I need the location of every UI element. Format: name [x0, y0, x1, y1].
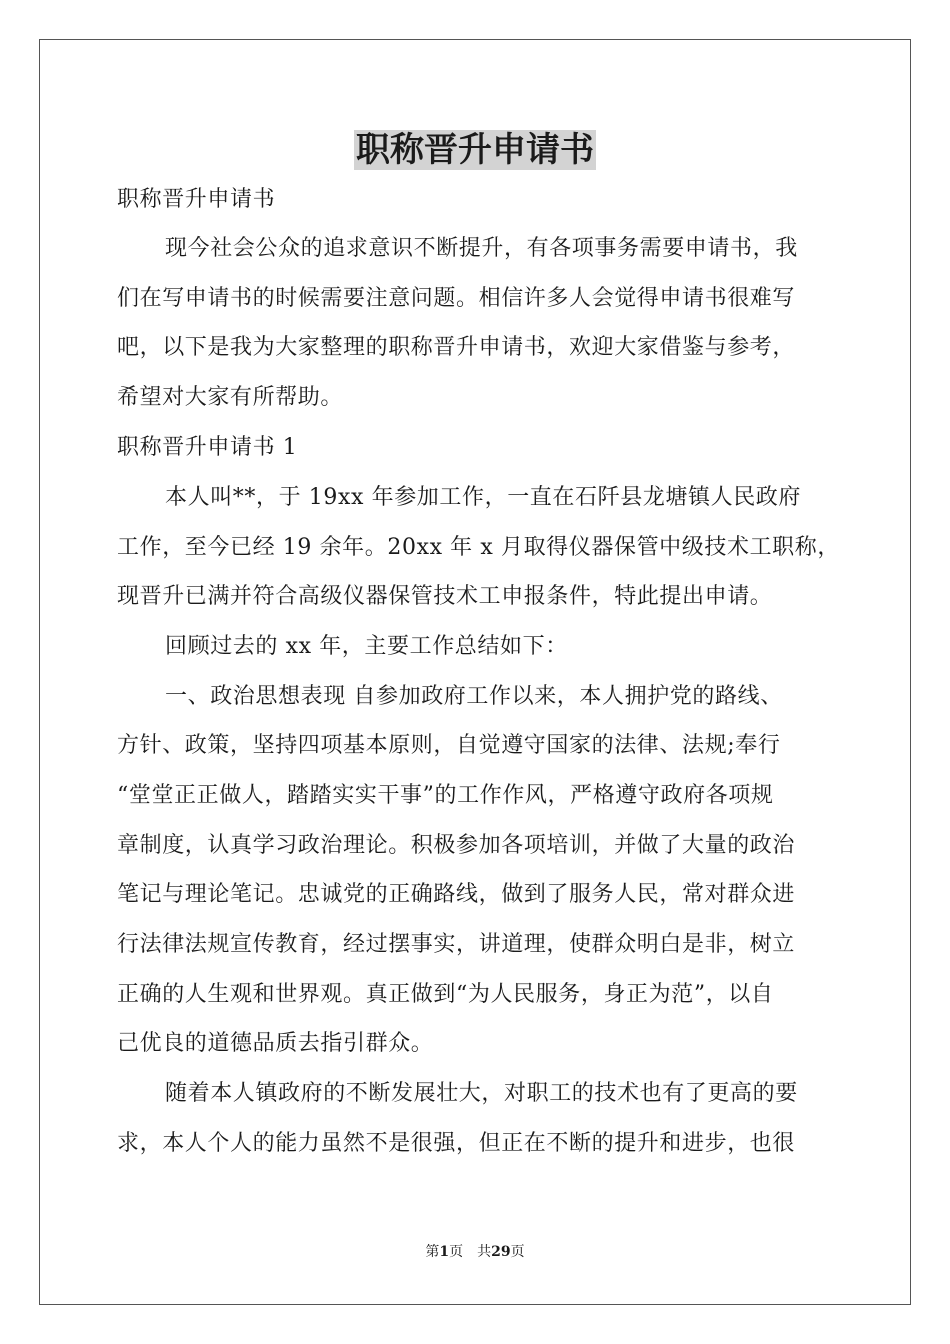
paragraph-line: 行法律法规宣传教育，经过摆事实，讲道理，使群众明白是非，树立	[117, 932, 796, 957]
paragraph-line: 正确的人生观和世界观。真正做到“为人民服务，身正为范”，以自	[117, 982, 774, 1007]
page-border	[39, 39, 911, 1305]
paragraph-line: 工作，至今已经 19 余年。20xx 年 x 月取得仪器保管中级技术工职称，	[117, 535, 840, 560]
page-footer	[0, 1243, 950, 1261]
paragraph-line: 回顾过去的 xx 年，主要工作总结如下：	[165, 634, 568, 659]
paragraph-line: 本人叫**，于 19xx 年参加工作，一直在石阡县龙塘镇人民政府	[165, 485, 801, 510]
paragraph-line: 章制度，认真学习政治理论。积极参加各项培训，并做了大量的政治	[117, 833, 796, 858]
document-subtitle: 职称晋升申请书	[117, 187, 276, 212]
section-heading: 职称晋升申请书 1	[117, 435, 298, 460]
paragraph-line: 希望对大家有所帮助。	[117, 385, 344, 410]
paragraph-line: 现晋升已满并符合高级仪器保管技术工申报条件，特此提出申请。	[117, 584, 773, 609]
paragraph-line: 方针、政策，坚持四项基本原则，自觉遵守国家的法律、法规;奉行	[117, 733, 781, 758]
page-mid: 页 共	[449, 1244, 492, 1260]
paragraph-line: 随着本人镇政府的不断发展壮大，对职工的技术也有了更高的要	[165, 1081, 798, 1106]
paragraph-line: 己优良的道德品质去指引群众。	[117, 1031, 434, 1056]
total-page-count: 29	[491, 1244, 511, 1260]
document-title: 职称晋升申请书	[356, 130, 594, 170]
current-page-number: 1	[439, 1244, 450, 1260]
paragraph-line: 吧，以下是我为大家整理的职称晋升申请书，欢迎大家借鉴与参考，	[117, 335, 796, 360]
paragraph-line: “堂堂正正做人，踏踏实实干事”的工作作风，严格遵守政府各项规	[117, 783, 774, 808]
paragraph-line: 笔记与理论笔记。忠诚党的正确路线，做到了服务人民，常对群众进	[117, 882, 796, 907]
paragraph-line: 们在写申请书的时候需要注意问题。相信许多人会觉得申请书很难写	[117, 286, 796, 311]
paragraph-line: 求，本人个人的能力虽然不是很强，但正在不断的提升和进步，也很	[117, 1131, 796, 1156]
page-suffix: 页	[510, 1244, 525, 1260]
paragraph-line: 一、政治思想表现 自参加政府工作以来，本人拥护党的路线、	[165, 684, 783, 709]
page-prefix: 第	[425, 1244, 440, 1260]
paragraph-line: 现今社会公众的追求意识不断提升，有各项事务需要申请书，我	[165, 236, 798, 261]
